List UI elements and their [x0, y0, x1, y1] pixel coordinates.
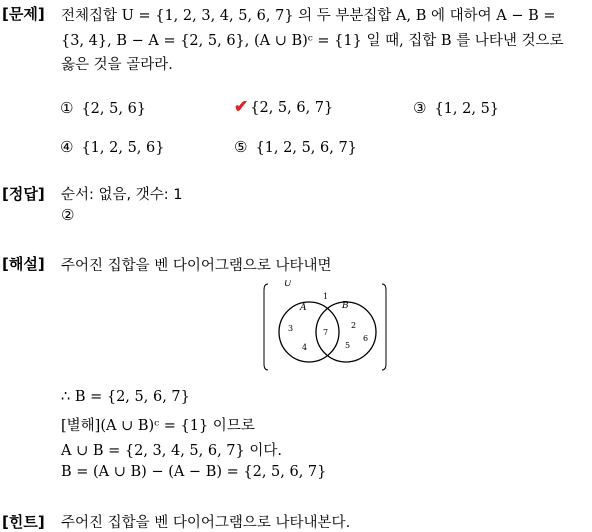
- venn-left-bracket: [264, 284, 268, 370]
- venn-set-b-label: B: [342, 301, 349, 311]
- answer-line-1: 순서: 없음, 갯수: 1: [61, 187, 183, 203]
- answer-label: [정답]: [2, 185, 45, 203]
- option-4-number: ④: [60, 138, 74, 156]
- option-5-text: {1, 2, 5, 6, 7}: [255, 140, 357, 156]
- option-1-text: {2, 5, 6}: [81, 101, 147, 117]
- explanation-line-3: A ∪ B = {2, 3, 4, 5, 6, 7} 이다.: [61, 443, 282, 459]
- explanation-line-1: ∴ B = {2, 5, 6, 7}: [61, 389, 190, 405]
- venn-only-b-value-3: 6: [363, 334, 369, 343]
- problem-label: [문제]: [2, 5, 45, 23]
- option-3-text: {1, 2, 5}: [434, 101, 500, 117]
- option-4-text: {1, 2, 5, 6}: [81, 140, 165, 156]
- venn-set-a-label: A: [300, 303, 307, 313]
- option-1-number: ①: [60, 99, 74, 117]
- option-3-number: ③: [413, 99, 427, 117]
- option-5-number: ⑤: [234, 138, 248, 156]
- venn-only-b-value-2: 5: [345, 341, 351, 350]
- venn-only-b-value-1: 2: [351, 321, 357, 330]
- explanation-line-4: B = (A ∪ B) − (A − B) = {2, 5, 6, 7}: [61, 464, 327, 480]
- problem-text-line-1: 전체집합 U = {1, 2, 3, 4, 5, 6, 7} 의 두 부분집합 A, B 에 대하여 A − B =: [61, 8, 556, 24]
- option-2-text: {2, 5, 6, 7}: [250, 100, 334, 116]
- hint-text: 주어진 집합을 벤 다이어그램으로 나타내본다.: [61, 515, 351, 531]
- option-1[interactable]: [60, 99, 146, 117]
- hint-label: [힌트]: [2, 513, 45, 531]
- option-4[interactable]: [60, 138, 164, 156]
- explanation-intro: 주어진 집합을 벤 다이어그램으로 나타내면: [61, 258, 332, 274]
- answer-line-2: ②: [61, 206, 75, 224]
- venn-only-a-value-1: 3: [288, 324, 294, 333]
- venn-only-a-value-2: 4: [302, 343, 308, 352]
- venn-universe-label: U: [284, 280, 292, 289]
- explanation-line-2: [별해](A ∪ B)ᶜ = {1} 이므로: [61, 418, 255, 434]
- problem-text-line-3: 옳은 것을 골라라.: [61, 57, 173, 73]
- venn-outside-value: 1: [323, 292, 329, 301]
- venn-diagram: [262, 280, 388, 376]
- explanation-label: [해설]: [2, 255, 45, 273]
- option-5[interactable]: [234, 138, 357, 156]
- problem-text-line-2: {3, 4}, B − A = {2, 5, 6}, (A ∪ B)ᶜ = {1} 일 때, 집합 B 를 나타낸 것으로: [61, 33, 564, 49]
- checkmark-icon: ✔: [234, 97, 249, 117]
- venn-right-bracket: [382, 284, 386, 370]
- option-3[interactable]: [413, 99, 499, 117]
- venn-both-value: 7: [323, 328, 329, 337]
- option-2[interactable]: [234, 97, 333, 117]
